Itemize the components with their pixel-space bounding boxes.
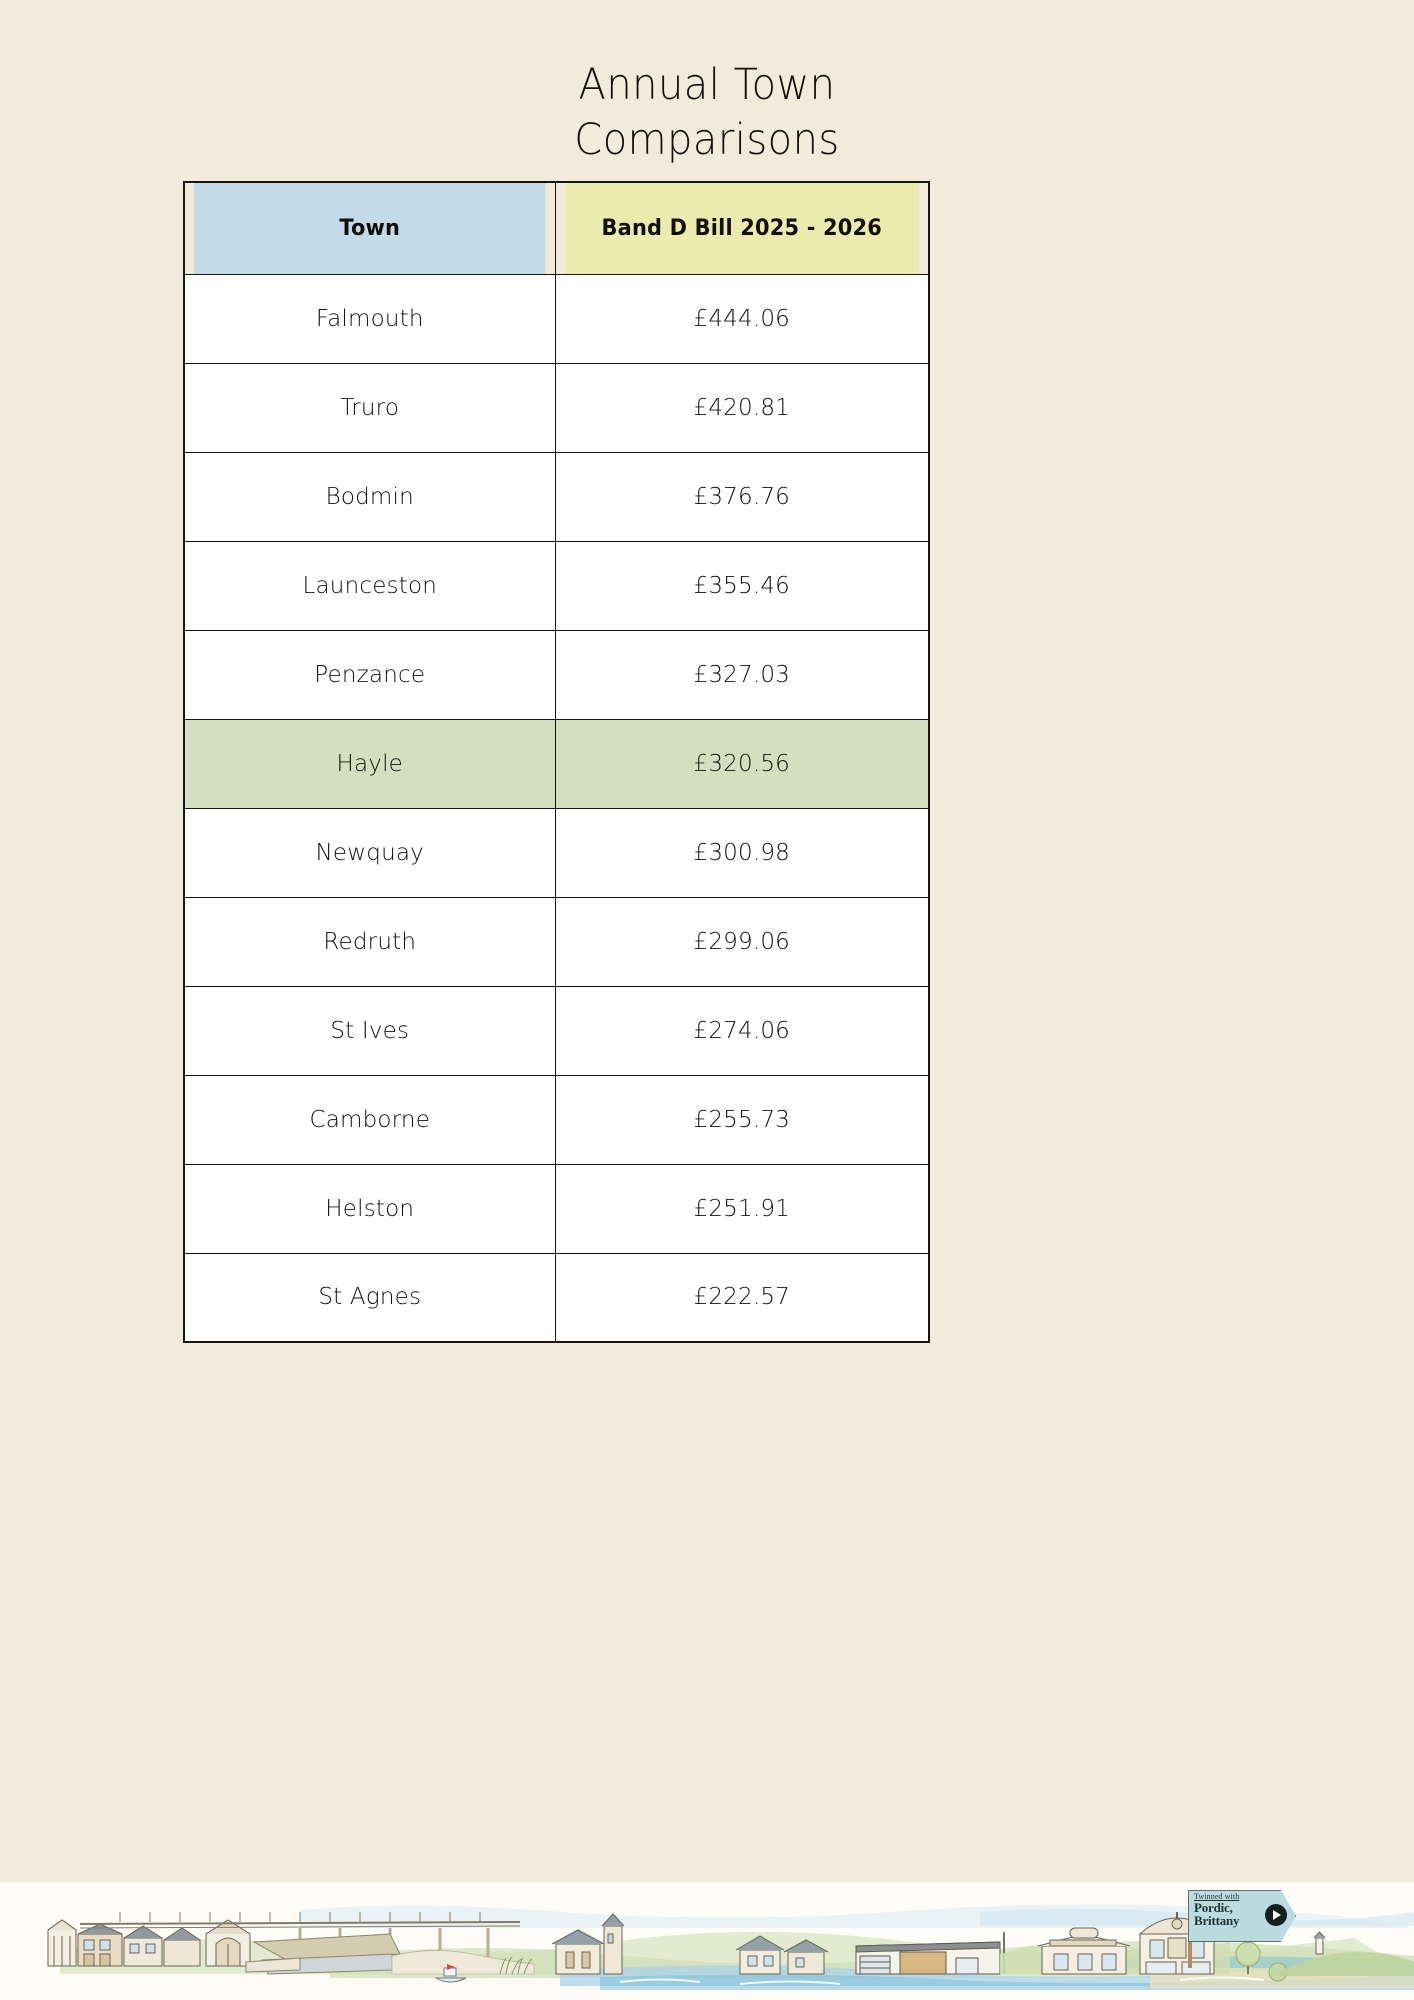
badge-twinned-label: Twinned with (1194, 1892, 1240, 1901)
page-title (0, 58, 1414, 168)
page-title-line-2: Comparisons (574, 115, 840, 166)
table-row (184, 630, 929, 719)
badge-place-line-1: Pordic, (1194, 1900, 1233, 1916)
table-row (184, 363, 929, 452)
table-row (184, 541, 929, 630)
table-row (184, 1164, 929, 1253)
cell-town: Helston (184, 1164, 555, 1253)
cell-band-d-bill: £274.06 (555, 986, 929, 1075)
column-header-band-d-bill: Band D Bill 2025 - 2026 (564, 182, 919, 274)
cell-band-d-bill: £299.06 (555, 897, 929, 986)
badge-place-line-2: Brittany (1194, 1913, 1240, 1929)
page-title-line-1: Annual Town (578, 60, 836, 110)
play-arrow-icon (1265, 1904, 1287, 1926)
table-body (184, 274, 929, 1342)
cell-town: St Agnes (184, 1253, 555, 1342)
cell-town: Truro (184, 363, 555, 452)
town-comparison-table (183, 181, 930, 1343)
table-row (184, 986, 929, 1075)
cell-band-d-bill: £355.46 (555, 541, 929, 630)
cell-town: Falmouth (184, 274, 555, 363)
column-header-town: Town (193, 182, 545, 274)
cell-town: Hayle (184, 719, 555, 808)
table-header (184, 182, 929, 274)
badge-text (1194, 1893, 1272, 1928)
table-row (184, 897, 929, 986)
table-row (184, 808, 929, 897)
cell-band-d-bill: £376.76 (555, 452, 929, 541)
cell-town: St Ives (184, 986, 555, 1075)
cell-band-d-bill: £300.98 (555, 808, 929, 897)
cell-band-d-bill: £251.91 (555, 1164, 929, 1253)
twinned-with-badge (1188, 1890, 1296, 1942)
cell-town: Penzance (184, 630, 555, 719)
table-row (184, 1253, 929, 1342)
cell-town: Newquay (184, 808, 555, 897)
cell-band-d-bill: £444.06 (555, 274, 929, 363)
cell-band-d-bill: £327.03 (555, 630, 929, 719)
table-row (184, 719, 929, 808)
table-header-row (184, 182, 929, 274)
table-row (184, 1075, 929, 1164)
cell-band-d-bill: £320.56 (555, 719, 929, 808)
town-comparison-table-wrapper (183, 181, 928, 1343)
hayle-townscape-illustration (0, 1882, 1414, 2000)
table-row (184, 274, 929, 363)
cell-town: Launceston (184, 541, 555, 630)
cell-town: Camborne (184, 1075, 555, 1164)
cell-town: Bodmin (184, 452, 555, 541)
cell-band-d-bill: £222.57 (555, 1253, 929, 1342)
badge-sign (1188, 1890, 1296, 1942)
table-row (184, 452, 929, 541)
cell-band-d-bill: £255.73 (555, 1075, 929, 1164)
cell-town: Redruth (184, 897, 555, 986)
cell-band-d-bill: £420.81 (555, 363, 929, 452)
